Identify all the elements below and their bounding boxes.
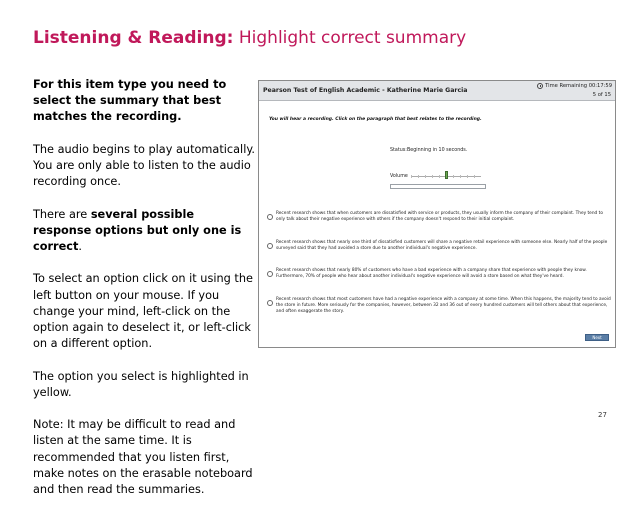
p3-start: There are (33, 207, 91, 221)
instruction-paragraph-5: The option you select is highlighted in yellow. (33, 369, 249, 399)
answer-option-1[interactable] (267, 211, 612, 223)
status-value: Beginning in 10 seconds. (407, 148, 468, 153)
test-instruction: You will hear a recording. Click on the paragraph that best relates to the recording. (269, 117, 482, 122)
answer-option-text: Recent research shows that when customers are dissatisfied with service or products, they usually inform the company of their complaint. They tend to only talk about their negative experience with others if the company doesn't respond to their initial complaint. (276, 211, 603, 222)
volume-slider-handle[interactable] (445, 171, 448, 179)
instruction-paragraph-2: The audio begins to play automatically. You are only able to listen to the audio recording once. (33, 142, 255, 189)
radio-icon[interactable] (267, 271, 273, 277)
p3-bold: several possible response options but only one is correct (33, 207, 242, 253)
instruction-paragraph-4: To select an option click on it using the left button on your mouse. If you change your mind, left-click on the option again to deselect it, or left-click on a different option. (33, 272, 253, 351)
test-header-title: Pearson Test of English Academic - Katherine Marie Garcia (263, 87, 468, 94)
radio-icon[interactable] (267, 300, 273, 306)
page-number: 27 (598, 411, 607, 419)
next-button[interactable]: Next (585, 334, 609, 341)
audio-progress-bar (390, 184, 486, 189)
timer-label: Time Remaining 00:17:59 (545, 83, 612, 89)
instructions-text (33, 77, 255, 514)
slide-title-bold: Listening & Reading: (33, 28, 234, 48)
answer-option-4[interactable] (267, 297, 612, 314)
instruction-paragraph-6: Note: It may be difficult to read and listen at the same time. It is recommended that you listen first, make notes on the erasable noteboard and then read the summaries. (33, 418, 253, 496)
answer-option-text: Recent research shows that nearly one third of dissatisfied customers will share a negative retail experience with someone else. Nearly half of the people surveyed said that they had avoided a store due to another individual's negative experience. (276, 240, 608, 251)
test-screenshot (258, 80, 616, 348)
answer-option-2[interactable] (267, 240, 612, 252)
clock-icon (537, 83, 543, 89)
volume-label: Volume (390, 174, 408, 179)
item-count: 5 of 15 (592, 92, 611, 98)
timer (537, 83, 612, 89)
answer-option-3[interactable] (267, 268, 612, 280)
status-label: Status: (390, 148, 407, 153)
instruction-paragraph-1: For this item type you need to select the summary that best matches the recording. (33, 78, 227, 124)
answer-option-text: Recent research shows that nearly 80% of customers who have a bad experience with a company share that experience with people they know. Furthermore, 70% of people who hear about another individual's negative experience will avoid a store based on what they've heard. (276, 268, 587, 279)
slide-title (33, 28, 466, 48)
slide-title-rest: Highlight correct summary (233, 28, 467, 48)
test-header (259, 81, 615, 101)
answer-option-text: Recent research shows that most customers have had a negative experience with a company at some time. When this happens, the majority tend to avoid the store in future. More seriously for the companies, however, between 32 and 36 out of every hundred customers will tell others about that experience, and often exaggerate the story. (276, 297, 611, 314)
radio-icon[interactable] (267, 243, 273, 249)
instruction-paragraph-3 (33, 207, 255, 256)
p3-end: . (78, 240, 82, 253)
radio-icon[interactable] (267, 214, 273, 220)
